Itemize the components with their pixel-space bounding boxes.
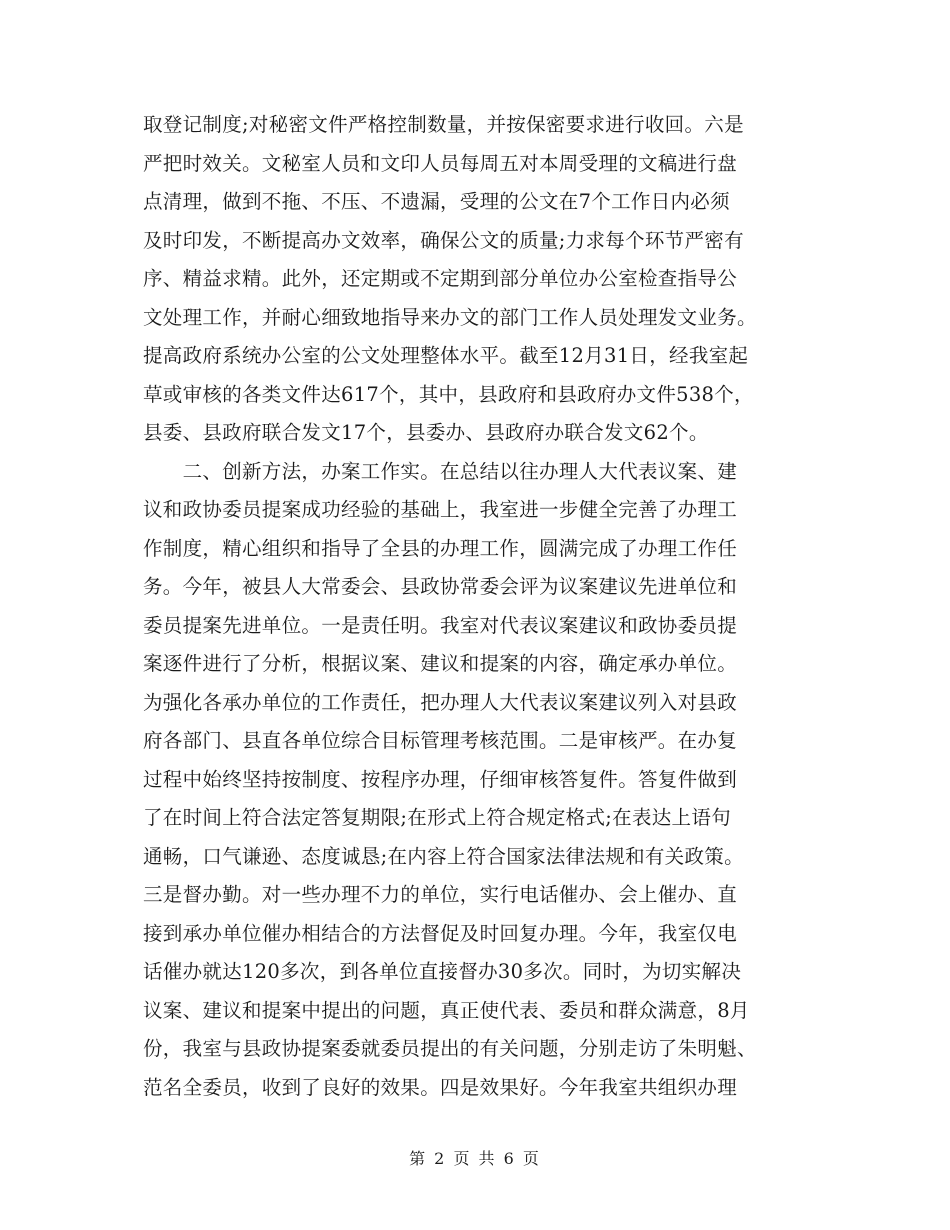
text-line: 草或审核的各类文件达617个，其中，县政府和县政府办文件538个， — [143, 382, 754, 406]
text-line: 文处理工作，并耐心细致地指导来办文的部门工作人员处理发文业务。 — [143, 305, 757, 329]
text-line: 二、创新方法，办案工作实。在总结以往办理人大代表议案、建 — [143, 459, 738, 483]
text-line: 案逐件进行了分析，根据议案、建议和提案的内容，确定承办单位。 — [143, 652, 738, 675]
page-number-footer: 第 2 页 共 6 页 — [409, 1149, 541, 1168]
text-line: 作制度，精心组织和指导了全县的办理工作，圆满完成了办理工作任 — [143, 536, 738, 560]
text-line: 取登记制度;对秘密文件严格控制数量，并按保密要求进行收回。六是 — [143, 113, 744, 136]
text-line: 为强化各承办单位的工作责任，把办理人大代表议案建议列入对县政 — [143, 690, 738, 714]
text-line: 了在时间上符合法定答复期限;在形式上符合规定格式;在表达上语句 — [143, 806, 731, 829]
text-line: 范名全委员，收到了良好的效果。四是效果好。今年我室共组织办理 — [143, 1075, 738, 1099]
text-line: 议案、建议和提案中提出的问题，真正使代表、委员和群众满意，8月 — [143, 998, 750, 1022]
text-line: 份，我室与县政协提案委就委员提出的有关问题，分别走访了朱明魁、 — [143, 1037, 757, 1060]
text-line: 务。今年，被县人大常委会、县政协常委会评为议案建议先进单位和 — [143, 575, 738, 598]
body-text — [143, 106, 811, 1107]
text-line: 提高政府系统办公室的公文处理整体水平。截至12月31日，经我室起 — [143, 344, 749, 367]
text-line: 府各部门、县直各单位综合目标管理考核范围。二是审核严。在办复 — [143, 729, 738, 752]
text-line: 严把时效关。文秘室人员和文印人员每周五对本周受理的文稿进行盘 — [143, 151, 738, 175]
text-line: 接到承办单位催办相结合的方法督促及时回复办理。今年，我室仅电 — [143, 921, 738, 945]
text-line: 及时印发，不断提高办文效率，确保公文的质量;力求每个环节严密有 — [143, 228, 744, 252]
text-line: 议和政协委员提案成功经验的基础上，我室进一步健全完善了办理工 — [143, 498, 738, 521]
text-line: 通畅，口气谦逊、态度诚恳;在内容上符合国家法律法规和有关政策。 — [143, 844, 744, 868]
text-line: 点清理，做到不拖、不压、不遗漏，受理的公文在7个工作日内必须 — [143, 190, 730, 213]
text-line: 过程中始终坚持按制度、按程序办理，仔细审核答复件。答复件做到 — [143, 767, 738, 791]
text-line: 三是督办勤。对一些办理不力的单位，实行电话催办、会上催办、直 — [143, 883, 738, 906]
text-line: 话催办就达120多次，到各单位直接督办30多次。同时，为切实解决 — [143, 960, 742, 983]
text-line: 序、精益求精。此外，还定期或不定期到部分单位办公室检查指导公 — [143, 267, 738, 290]
text-line: 委员提案先进单位。一是责任明。我室对代表议案建议和政协委员提 — [143, 613, 738, 637]
text-line: 县委、县政府联合发文17个，县委办、县政府办联合发文62个。 — [143, 421, 709, 444]
